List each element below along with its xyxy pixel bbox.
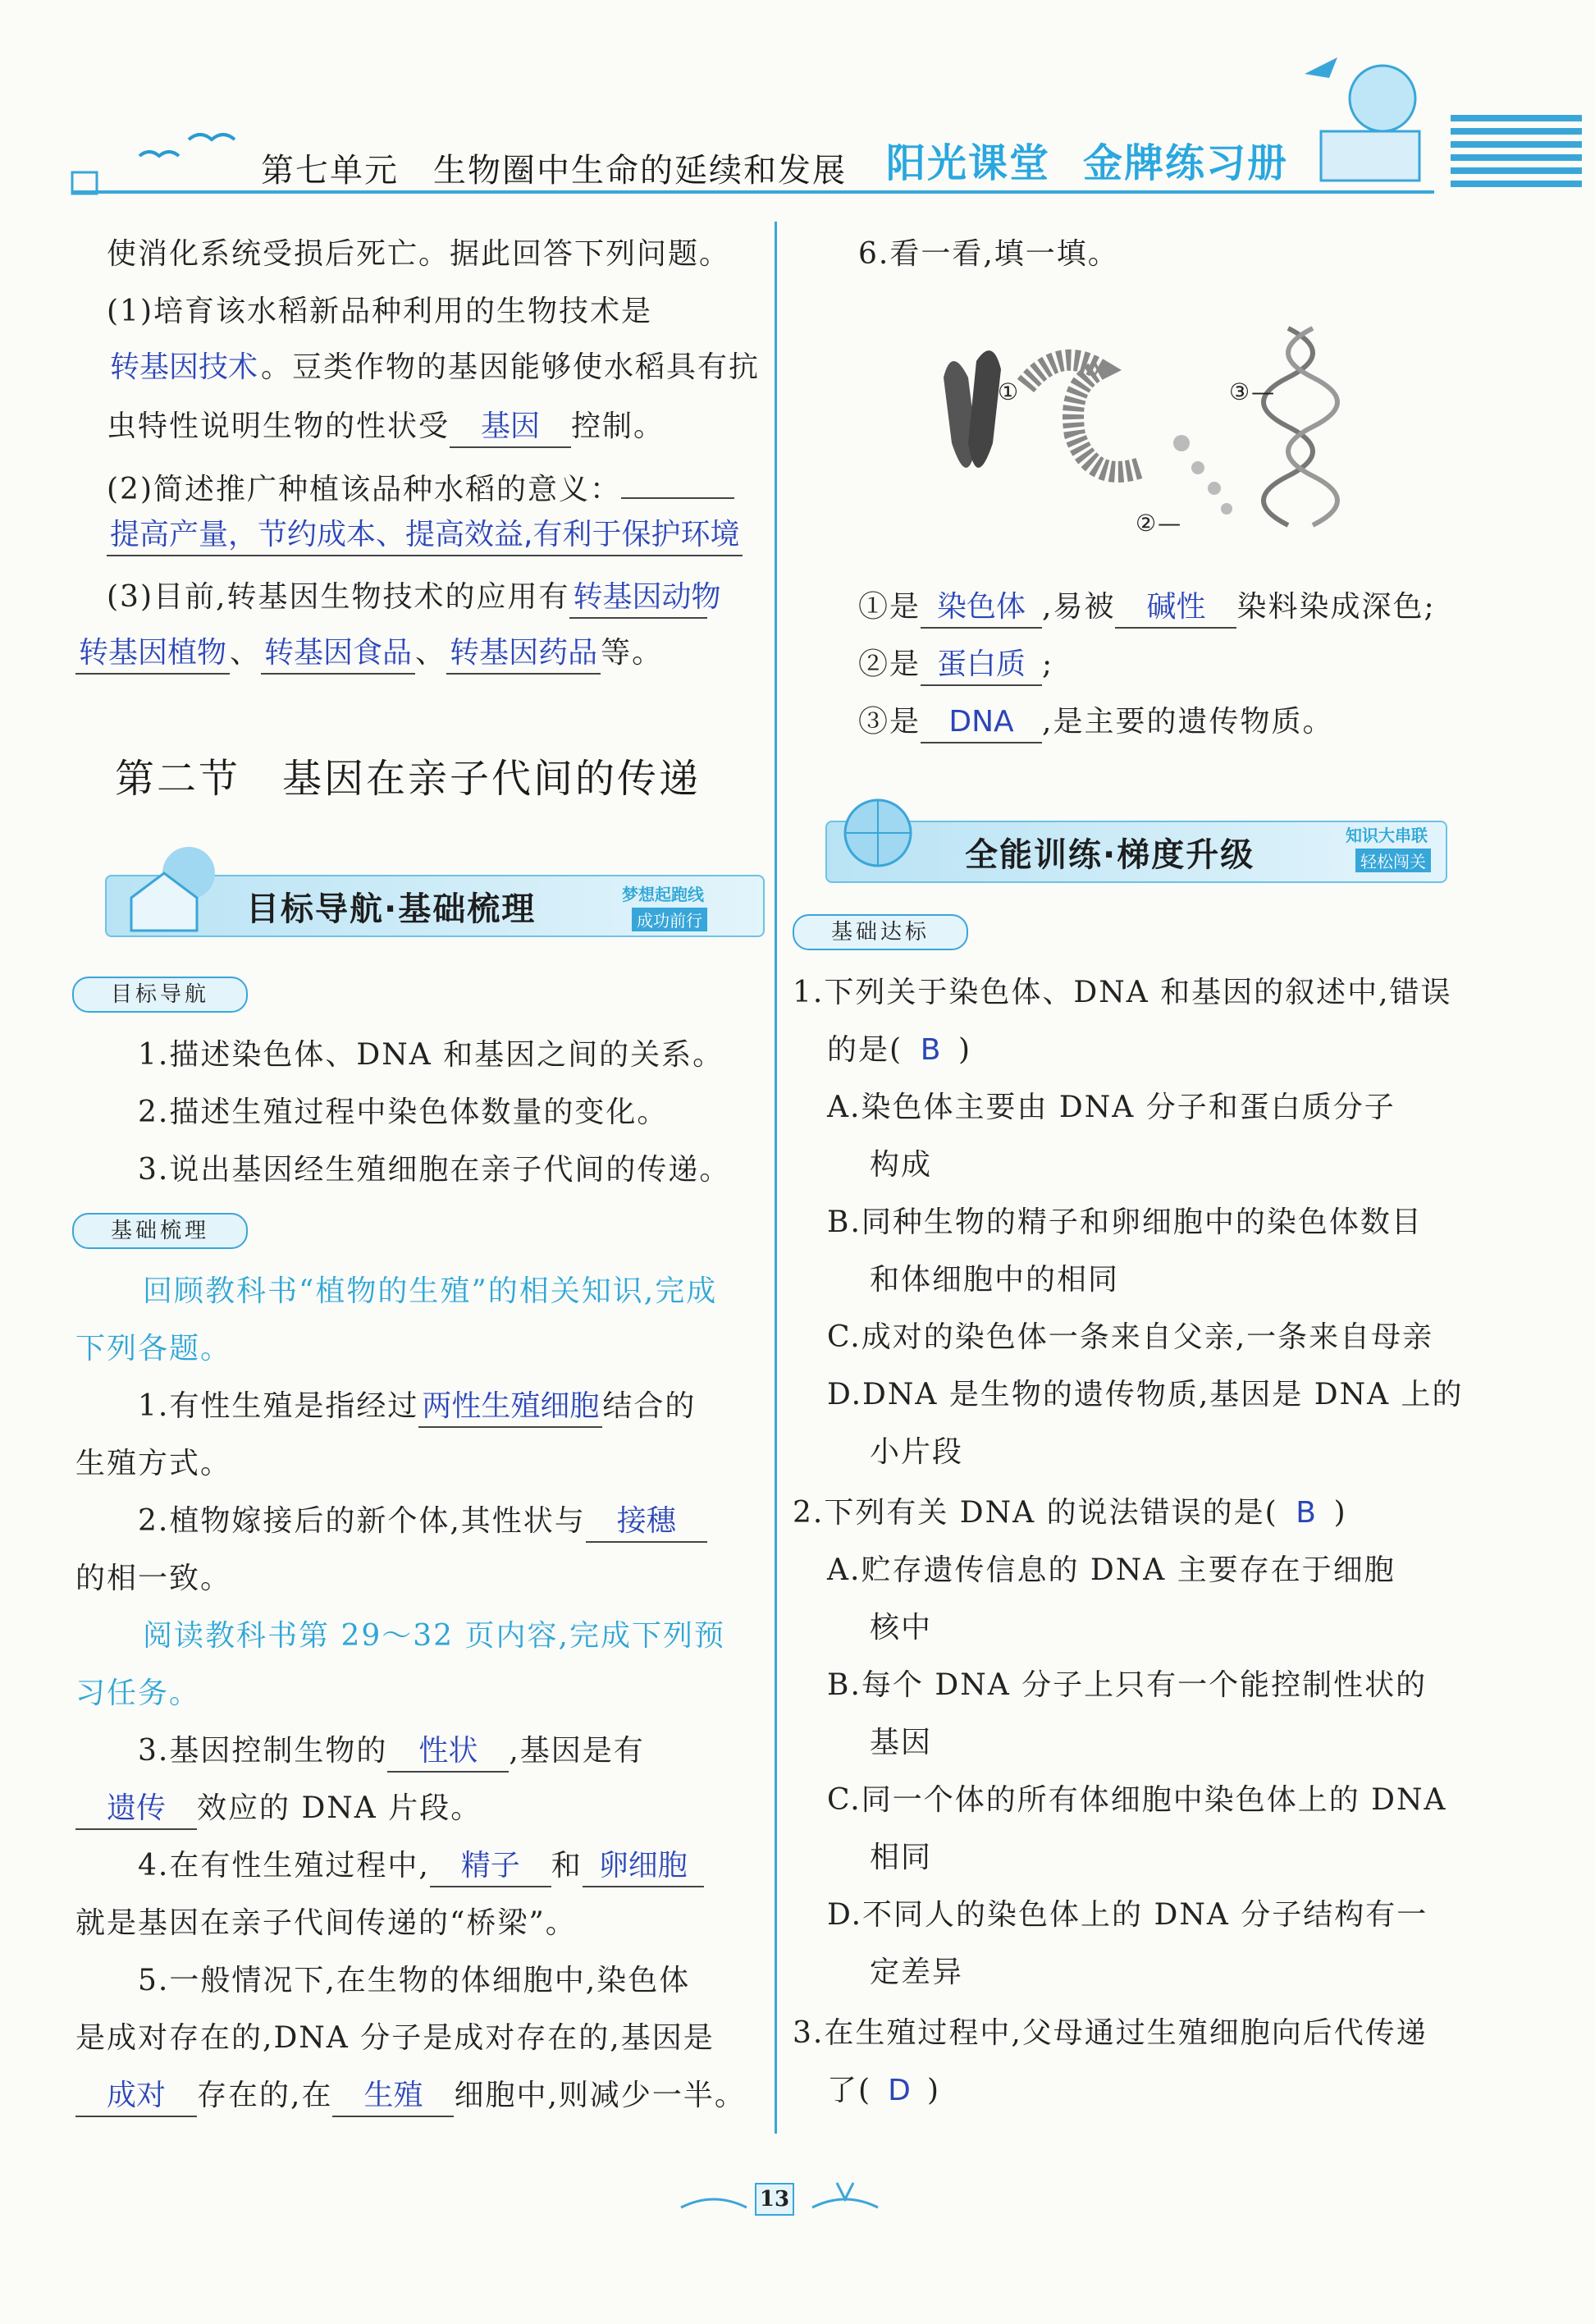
- option-a: A.染色体主要由 DNA 分子和蛋白质分子: [827, 1091, 1396, 1124]
- option-b-line2: 基因: [870, 1726, 933, 1759]
- brand-name: 阳光课堂: [886, 140, 1051, 186]
- answer-text: 遗传: [75, 1789, 197, 1830]
- answer-text: 基因: [450, 407, 571, 448]
- page-number: 13: [755, 2183, 794, 2216]
- unit-title: 第七单元 生物圈中生命的延续和发展: [261, 152, 847, 190]
- question-1-line: [107, 348, 760, 387]
- option-a-line2: 核中: [870, 1611, 933, 1645]
- header-stripes: [1451, 115, 1582, 194]
- text-span: 4.在有性生殖过程中,: [138, 1849, 430, 1883]
- banner-title: 目标导航·基础梳理: [246, 890, 537, 928]
- basic-question-5-line3: [75, 2076, 746, 2117]
- answer-text: 转基因药品: [446, 634, 601, 675]
- text-span: 3.基因控制生物的: [138, 1734, 388, 1768]
- section-title: 第二节 基因在亲子代间的传递: [115, 756, 702, 802]
- text-span: 1.有性生殖是指经过: [138, 1389, 419, 1423]
- text-span: 结合的: [602, 1389, 697, 1423]
- text-line: 的相一致。: [75, 1562, 232, 1595]
- text-span: 存在的,在: [197, 2079, 333, 2112]
- text-span: (2)简述推广种植该品种水稻的意义：: [107, 473, 621, 506]
- figure-label: ②—: [1136, 510, 1183, 537]
- text-span: ,基因是有: [509, 1734, 645, 1768]
- text-span: 的是(: [827, 1033, 903, 1067]
- tag-basic-level: 基础达标: [793, 914, 968, 950]
- banner-subtitle: 梦想起跑线: [622, 885, 704, 904]
- option-a-line2: 构成: [870, 1148, 933, 1182]
- goal-item: 3.说出基因经生殖细胞在亲子代间的传递。: [138, 1153, 731, 1187]
- answer-text: B: [1296, 1496, 1316, 1530]
- basic-question-3-line2: [75, 1789, 482, 1830]
- column-divider: [775, 222, 777, 2134]
- text-line: 就是基因在亲子代间传递的“桥梁”。: [75, 1906, 577, 1940]
- text-span: ②是: [858, 647, 921, 681]
- page-header: [0, 0, 1595, 205]
- basic-question-3: [138, 1732, 645, 1773]
- option-d-line2: 定差异: [870, 1956, 964, 1989]
- option-d-line2: 小片段: [870, 1435, 964, 1469]
- question-3-prompt: [107, 578, 721, 619]
- answer-text: 染色体: [921, 588, 1042, 629]
- figure-answer-3: [858, 702, 1333, 743]
- text-line: 5.一般情况下,在生物的体细胞中,染色体: [138, 1964, 691, 1997]
- problem-3-line2: [827, 2071, 940, 2111]
- option-b: B.每个 DNA 分子上只有一个能控制性状的: [827, 1668, 1428, 1702]
- option-c: C.同一个体的所有体细胞中染色体上的 DNA: [827, 1783, 1447, 1817]
- basic-question-4: [138, 1846, 704, 1887]
- answer-text: 蛋白质: [921, 645, 1042, 686]
- text-span: 控制。: [571, 409, 665, 443]
- answer-text: 转基因植物: [75, 634, 230, 675]
- text-line: 生殖方式。: [75, 1447, 232, 1480]
- seagull-icon: [66, 123, 246, 197]
- brand-subtitle: 金牌练习册: [1083, 140, 1289, 186]
- banner-subtitle: 轻松闯关: [1355, 849, 1431, 872]
- text-span: 和: [551, 1849, 583, 1883]
- question-6: 6.看一看,填一填。: [858, 237, 1119, 271]
- answer-text: 碱性: [1115, 588, 1236, 629]
- instruction-text: 下列各题。: [75, 1332, 232, 1366]
- text-span: ): [927, 2074, 941, 2107]
- banner-subtitle: 知识大串联: [1346, 826, 1428, 845]
- tag-basics: 基础梳理: [72, 1213, 248, 1249]
- answer-text: 提高产量，节约成本、提高效益,有利于保护环境: [107, 515, 743, 556]
- answer-text: 两性生殖细胞: [418, 1387, 602, 1428]
- answer-text: 性状: [387, 1732, 509, 1773]
- banner-title: 全能训练·梯度升级: [965, 836, 1255, 874]
- globe-icon: [1305, 49, 1428, 189]
- answer-text: 卵细胞: [583, 1846, 704, 1887]
- text-span: 效应的 DNA 片段。: [197, 1791, 482, 1825]
- text-span: ,是主要的遗传物质。: [1042, 705, 1334, 739]
- figure-answer-2: [858, 645, 1053, 686]
- tag-goals: 目标导航: [72, 977, 248, 1013]
- option-c: C.成对的染色体一条来自父亲,一条来自母亲: [827, 1320, 1434, 1354]
- globe-icon: [829, 788, 927, 878]
- problem-1: 1.下列关于染色体、DNA 和基因的叙述中,错误: [793, 976, 1452, 1009]
- text-span: 。豆类作物的基因能够使水稻具有抗: [261, 350, 761, 384]
- house-icon: [115, 840, 230, 939]
- question-2-answer: [107, 515, 743, 556]
- option-a: A.贮存遗传信息的 DNA 主要存在于细胞: [827, 1553, 1396, 1587]
- figure-answer-1: [858, 588, 1436, 629]
- text-span: 等。: [601, 636, 664, 670]
- option-d: D.不同人的染色体上的 DNA 分子结构有一: [827, 1898, 1428, 1932]
- text-span: ,易被: [1042, 590, 1116, 624]
- problem-2: [793, 1494, 1347, 1533]
- text-span: 染料染成深色;: [1236, 590, 1436, 624]
- instruction-text: 回顾教科书“植物的生殖”的相关知识,完成: [143, 1274, 718, 1308]
- text-span: 2.下列有关 DNA 的说法错误的是(: [793, 1496, 1278, 1530]
- answer-text: D: [888, 2074, 911, 2107]
- basic-question-1: [138, 1387, 696, 1428]
- problem-1-line2: [827, 1031, 971, 1070]
- text-span: ①是: [858, 590, 921, 624]
- text-span: ;: [1042, 647, 1054, 681]
- option-d: D.DNA 是生物的遗传物质,基因是 DNA 上的: [827, 1378, 1464, 1411]
- answer-blank: [621, 464, 734, 499]
- answer-text: DNA: [921, 702, 1042, 743]
- goal-item: 2.描述生殖过程中染色体数量的变化。: [138, 1096, 669, 1129]
- question-2-prompt: [107, 464, 734, 510]
- question-1-line2: [107, 407, 665, 448]
- text-span: 细胞中,则减少一半。: [454, 2079, 746, 2112]
- answer-text: 转基因技术: [110, 350, 258, 384]
- option-c-line2: 相同: [870, 1841, 933, 1874]
- header-divider: [72, 190, 1434, 194]
- text-span: 了(: [827, 2074, 872, 2107]
- answer-text: 转基因食品: [261, 634, 415, 675]
- instruction-text: 习任务。: [75, 1677, 201, 1710]
- figure-label: ③—: [1229, 378, 1277, 405]
- text-span: 虫特性说明生物的性状受: [107, 409, 450, 443]
- question-1-prompt: (1)培育该水稻新品种利用的生物技术是: [107, 295, 652, 328]
- answer-text: 成对: [75, 2076, 197, 2117]
- text-line: 使消化系统受损后死亡。据此回答下列问题。: [107, 237, 731, 271]
- option-b-line2: 和体细胞中的相同: [870, 1263, 1120, 1297]
- answer-text: 接穗: [586, 1502, 707, 1543]
- question-3-answers: 转基因植物 、 转基因食品 、 转基因药品 等。: [75, 634, 663, 675]
- option-b: B.同种生物的精子和卵细胞中的染色体数目: [827, 1205, 1423, 1239]
- answer-text: B: [920, 1033, 941, 1067]
- text-span: ): [958, 1033, 972, 1067]
- text-span: ): [1333, 1496, 1347, 1530]
- banner-subtitle: 成功前行: [632, 908, 707, 931]
- text-line: 是成对存在的,DNA 分子是成对存在的,基因是: [75, 2021, 715, 2055]
- text-span: (3)目前,转基因生物技术的应用有: [107, 580, 570, 614]
- basic-question-2: [138, 1502, 707, 1543]
- problem-3: 3.在生殖过程中,父母通过生殖细胞向后代传递: [793, 2016, 1428, 2050]
- text-span: ③是: [858, 705, 921, 739]
- instruction-text: 阅读教科书第 29～32 页内容,完成下列预: [143, 1619, 725, 1653]
- goal-item: 1.描述染色体、DNA 和基因之间的关系。: [138, 1038, 724, 1072]
- answer-text: 生殖: [332, 2076, 454, 2117]
- text-span: 2.植物嫁接后的新个体,其性状与: [138, 1504, 586, 1538]
- answer-text: 精子: [430, 1846, 551, 1887]
- answer-text: 转基因动物: [569, 578, 707, 619]
- figure-label: ①: [998, 378, 1021, 405]
